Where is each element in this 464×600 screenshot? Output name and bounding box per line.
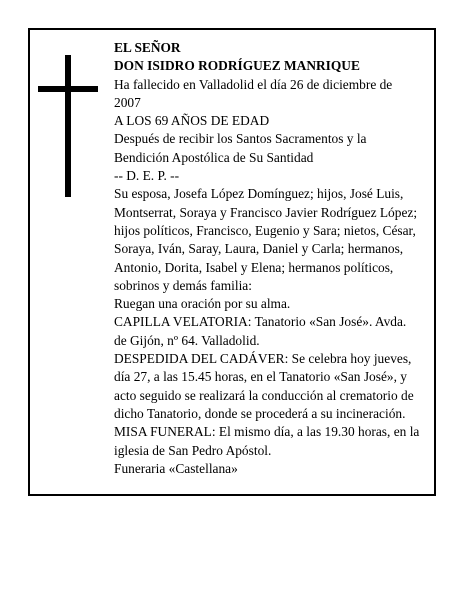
cross-vertical-bar: [65, 55, 71, 197]
obituary-text: [114, 39, 420, 478]
cross-icon: [38, 55, 98, 197]
obituary-title: EL SEÑOR: [114, 40, 181, 55]
mass-info: MISA FUNERAL: El mismo día, a las 19.30 horas, en la iglesia de San Pedro Apóstol.: [114, 424, 420, 458]
farewell-info: DESPEDIDA DEL CADÁVER: Se celebra hoy jueves, día 27, a las 15.45 horas, en el Tanatorio «San José», y acto seguido se realizará la conducción al crematorio de dicho Tanatorio, donde se procederá a su incineración.: [114, 351, 414, 421]
sacraments-statement: Después de recibir los Santos Sacramentos y la Bendición Apostólica de Su Santidad: [114, 131, 367, 165]
age-statement: A LOS 69 AÑOS DE EDAD: [114, 113, 270, 129]
rip-line: -- D. E. P. --: [114, 168, 180, 184]
cross-horizontal-bar: [38, 86, 98, 92]
family-list: Su esposa, Josefa López Domínguez; hijos, José Luis, Montserrat, Soraya y Francisco Javier Rodríguez López; hijos políticos, Francisco, Eugenio y Sara; nietos, César, Soraya, Iván, Saray, Laura, Daniel y Carla; hermanos, Antonio, Dorita, Isabel y Elena; hermanos políticos, sobrinos y demás familia:: [114, 186, 418, 293]
death-statement: Ha fallecido en Valladolid el día 26 de diciembre de 2007: [114, 76, 393, 110]
prayer-request: Ruegan una oración por su alma.: [114, 296, 291, 312]
deceased-name: DON ISIDRO RODRÍGUEZ MANRIQUE: [114, 58, 360, 74]
chapel-info: CAPILLA VELATORIA: Tanatorio «San José». Avda. de Gijón, nº 64. Valladolid.: [114, 314, 407, 348]
funeral-home: Funeraria «Castellana»: [114, 460, 238, 476]
